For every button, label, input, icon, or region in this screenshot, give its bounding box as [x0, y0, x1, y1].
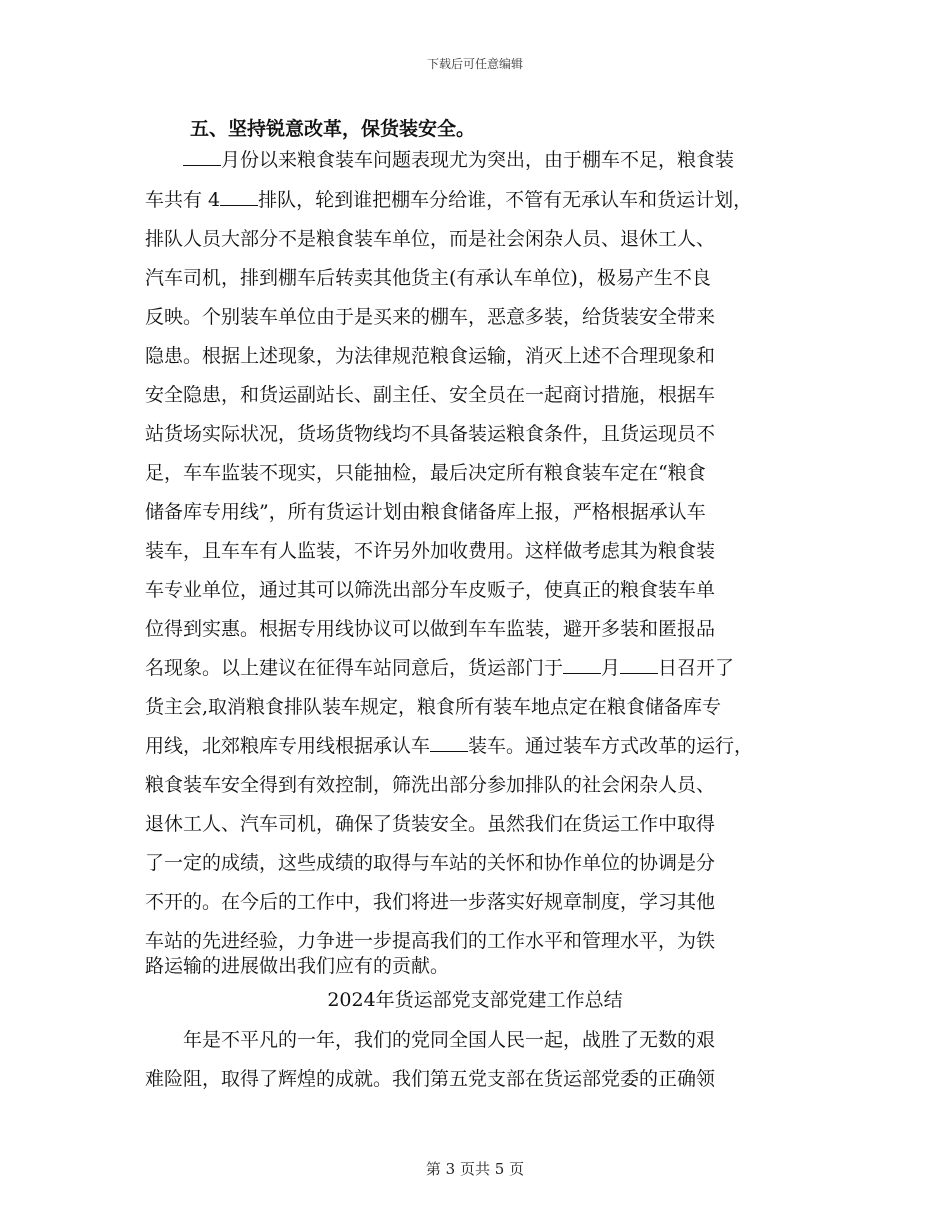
body-line-16: 用线，北郊粮库专用线根据承认车 装车。通过装车方式改革的运行，	[145, 735, 754, 757]
body-line-14: 名现象。以上建议在征得车站同意后，货运部门于 月 日召开了	[145, 657, 735, 679]
intro-line-2: 难险阻，取得了辉煌的成就。我们第五党支部在货运部党委的正确领	[145, 1068, 716, 1090]
body-line-17: 粮食装车安全得到有效控制，筛洗出部分参加排队的社会闲杂人员、	[145, 774, 716, 796]
body-line-20: 不开的。在今后的工作中，我们将进一步落实好规章制度，学习其他	[145, 891, 716, 913]
body-line-12: 车专业单位，通过其可以筛洗出部分车皮贩子，使真正的粮食装车单	[145, 579, 716, 601]
body-line-9: 足，车车监装不现实，只能抽检，最后决定所有粮食装车定在“粮食	[145, 462, 706, 484]
page-number: 第 3 页共 5 页	[425, 1160, 525, 1178]
blank-field	[430, 733, 468, 752]
blank-field	[620, 655, 658, 674]
body-line-11: 装车，且车车有人监装，不许另外加收费用。这样做考虑其为粮食装	[145, 540, 716, 562]
body-line-10: 储备库专用线”，所有货运计划由粮食储备库上报，严格根据承认车	[145, 501, 706, 523]
blank-field	[183, 147, 221, 166]
body-line-6: 隐患。根据上述现象，为法律规范粮食运输，消灭上述不合理现象和	[145, 345, 716, 367]
body-line-22: 路运输的进展做出我们应有的贡献。	[145, 955, 450, 977]
section-heading: 五、坚持锐意改革，保货装安全。	[190, 118, 476, 140]
body-line-1: 月份以来粮食装车问题表现尤为突出，由于棚车不足，粮食装	[183, 147, 734, 173]
body-line-7: 安全隐患，和货运副站长、副主任、安全员在一起商讨措施，根据车	[145, 384, 716, 406]
body-line-4: 汽车司机，排到棚车后转卖其他货主(有承认车单位)，极易产生不良	[145, 267, 711, 289]
body-line-8: 站货场实际状况，货场货物线均不具备装运粮食条件，且货运现员不	[145, 423, 716, 445]
body-line-5: 反映。个别装车单位由于是买来的棚车，恶意多装，给货装安全带来	[145, 306, 716, 328]
body-line-2: 车共有 4 排队，轮到谁把棚车分给谁，不管有无承认车和货运计划，	[145, 189, 753, 211]
body-line-21: 车站的先进经验，力争进一步提高我们的工作水平和管理水平，为铁	[145, 930, 716, 952]
document-title: 2024年货运部党支部党建工作总结	[327, 989, 623, 1011]
body-line-18: 退休工人、汽车司机，确保了货装安全。虽然我们在货运工作中取得	[145, 813, 716, 835]
body-line-13: 位得到实惠。根据专用线协议可以做到车车监装，避开多装和匿报品	[145, 618, 716, 640]
blank-field	[220, 187, 258, 206]
blank-field	[563, 655, 601, 674]
body-line-15: 货主会,取消粮食排队装车规定，粮食所有装车地点定在粮食储备库专	[145, 696, 722, 718]
body-line-3: 排队人员大部分不是粮食装车单位，而是社会闲杂人员、退休工人、	[145, 228, 716, 250]
header-note: 下载后可任意编辑	[426, 57, 523, 71]
body-line-19: 了一定的成绩，这些成绩的取得与车站的关怀和协作单位的协调是分	[145, 852, 716, 874]
intro-line-1: 年是不平凡的一年，我们的党同全国人民一起，战胜了无数的艰	[183, 1029, 716, 1051]
